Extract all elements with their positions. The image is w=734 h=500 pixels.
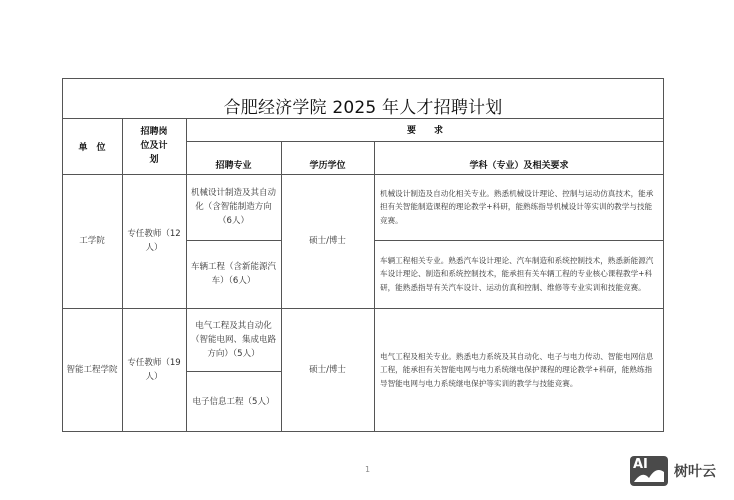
major-cell: 机械设计制造及其自动化（含智能制造方向（6人）	[190, 188, 276, 226]
unit-cell: 智能工程学院	[66, 365, 118, 375]
requirement-cell: 机械设计制造及自动化相关专业。熟悉机械设计理论、控制与运动仿真技术，能承担有关智能制造课程的理论教学+科研，能熟练指导机械设计等实训的教学与技能竞赛。	[380, 188, 654, 225]
major-cell: 电子信息工程（5人）	[192, 396, 275, 407]
header-major: 招聘专业	[215, 161, 252, 171]
watermark-text: 树叶云	[674, 464, 716, 480]
header-unit: 单 位	[78, 142, 106, 153]
degree-cell: 硕士/博士	[309, 365, 346, 375]
major-cell: 车辆工程（含新能源汽车）（6人）	[190, 262, 276, 286]
major-cell: 电气工程及其自动化（智能电网、集成电路方向）（5人）	[190, 320, 276, 359]
watermark	[630, 456, 716, 486]
requirement-cell: 车辆工程相关专业。熟悉汽车设计理论、汽车制造和系统控制技术，熟悉新能源汽车设计理论、制造和系统控制技术，能承担有关车辆工程的专业核心课程教学+科研，能熟悉指导有关汽车设计、运动仿真和控制、维修等专业实训和技能竞赛。	[380, 255, 654, 292]
degree-cell: 硕士/博士	[309, 236, 346, 246]
unit-cell: 工学院	[79, 236, 105, 246]
header-discipline: 学科（专业）及相关要求	[469, 161, 569, 171]
header-degree: 学历学位	[309, 161, 346, 171]
mountain-image-icon	[630, 456, 668, 486]
position-cell: 专任教师（19人）	[127, 358, 181, 382]
watermark-badge: AI	[633, 457, 648, 472]
position-cell: 专任教师（12人）	[127, 229, 181, 253]
divider	[186, 141, 664, 142]
header-position: 招聘岗位及计划	[140, 127, 168, 165]
document-title: 合肥经济学院 2025 年人才招聘计划	[223, 97, 503, 118]
mountain-icon	[630, 456, 668, 486]
page-number: 1	[365, 465, 371, 474]
header-requirements: 要 求	[406, 126, 443, 136]
requirement-cell: 电气工程及相关专业。熟悉电力系统及其自动化、电子与电力传动、智能电网信息工程，能承担有关智能电网与电力系统继电保护课程的理论教学+科研，能熟练指导智能电网与电力系统继电保护等实训的教学与技能竞赛。	[380, 351, 654, 388]
